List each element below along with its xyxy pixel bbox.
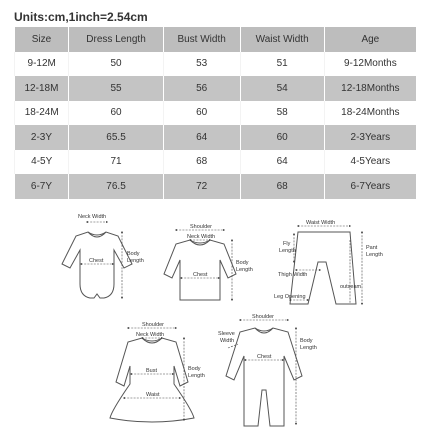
romper-diagram: [218, 314, 317, 426]
cell-waist-width: 60: [240, 125, 324, 150]
bodysuit-length-label-2: Length: [127, 258, 144, 264]
table-row: [15, 76, 417, 101]
cell-waist-width: 51: [240, 52, 324, 77]
pants-outseam-label: outseam: [340, 284, 362, 290]
romper-sleeve-label-1: Sleeve: [218, 331, 235, 337]
cell-dress-length: 50: [69, 52, 163, 77]
table-row: [15, 150, 417, 175]
header-bust-width: Bust Width: [163, 27, 240, 52]
cell-bust-width: 53: [163, 52, 240, 77]
pants-diagram: [274, 220, 383, 304]
shirt-length-label-1: Body: [236, 260, 249, 266]
romper-sleeve-label-2: Width: [220, 338, 235, 344]
cell-size: 18-24M: [15, 101, 69, 126]
romper-length-label-2: Length: [300, 345, 317, 351]
header-size: Size: [15, 27, 69, 52]
romper-length-label-1: Body: [300, 338, 313, 344]
dress-length-label-1: Body: [188, 366, 201, 372]
cell-age: 6-7Years: [324, 174, 416, 199]
cell-waist-width: 64: [240, 150, 324, 175]
cell-age: 4-5Years: [324, 150, 416, 175]
cell-bust-width: 64: [163, 125, 240, 150]
table-header-row: [15, 27, 417, 52]
cell-waist-width: 58: [240, 101, 324, 126]
cell-waist-width: 54: [240, 76, 324, 101]
dress-outline: [110, 338, 194, 422]
cell-age: 12-18Months: [324, 76, 416, 101]
header-dress-length: Dress Length: [69, 27, 163, 52]
pants-leg-label: Leg Opening: [274, 294, 306, 300]
dress-bust-label: Bust: [146, 368, 158, 374]
cell-dress-length: 55: [69, 76, 163, 101]
pants-fly-label-1: Fly: [283, 241, 291, 247]
dress-diagram: [110, 322, 205, 422]
shirt-chest-label: Chest: [193, 272, 208, 278]
cell-bust-width: 68: [163, 150, 240, 175]
cell-size: 9-12M: [15, 52, 69, 77]
shirt-diagram: [164, 224, 253, 300]
dress-length-label-2: Length: [188, 373, 205, 379]
header-age: Age: [324, 27, 416, 52]
bodysuit-chest-label: Chest: [89, 258, 104, 264]
shirt-outline: [164, 240, 236, 300]
cell-dress-length: 60: [69, 101, 163, 126]
dress-neck-label: Neck Width: [136, 332, 165, 338]
cell-size: 2-3Y: [15, 125, 69, 150]
shirt-length-label-2: Length: [236, 267, 253, 273]
table-row: [15, 101, 417, 126]
units-note: Units:cm,1inch=2.54cm: [14, 10, 148, 24]
pants-waist-label: Waist Width: [306, 220, 336, 226]
cell-size: 4-5Y: [15, 150, 69, 175]
pants-thigh-label: Thigh Width: [278, 272, 308, 278]
pants-length-label-2: Length: [366, 252, 383, 258]
size-table: [14, 27, 416, 199]
cell-dress-length: 71: [69, 150, 163, 175]
measurement-diagrams: [0, 200, 430, 430]
cell-dress-length: 76.5: [69, 174, 163, 199]
cell-waist-width: 68: [240, 174, 324, 199]
pants-length-label-1: Pant: [366, 245, 378, 251]
table-row: [15, 52, 417, 77]
bodysuit-length-label-1: Body: [127, 251, 140, 257]
cell-dress-length: 65.5: [69, 125, 163, 150]
romper-shoulder-label: Shoulder: [252, 314, 275, 320]
pants-fly-label-2: Length: [279, 248, 296, 254]
cell-bust-width: 60: [163, 101, 240, 126]
cell-age: 2-3Years: [324, 125, 416, 150]
bodysuit-diagram: [62, 214, 144, 298]
cell-size: 12-18M: [15, 76, 69, 101]
bodysuit-neck-label: Neck Width: [78, 214, 107, 220]
shirt-shoulder-label: Shoulder: [190, 224, 213, 230]
romper-chest-label: Chest: [257, 354, 272, 360]
shirt-neck-label: Neck Width: [187, 234, 216, 240]
cell-bust-width: 72: [163, 174, 240, 199]
cell-size: 6-7Y: [15, 174, 69, 199]
table-row: [15, 125, 417, 150]
bodysuit-outline: [62, 232, 132, 298]
cell-age: 9-12Months: [324, 52, 416, 77]
cell-bust-width: 56: [163, 76, 240, 101]
cell-age: 18-24Months: [324, 101, 416, 126]
romper-outline: [226, 328, 302, 426]
header-waist-width: Waist Width: [240, 27, 324, 52]
table-row: [15, 174, 417, 199]
dress-waist-label: Waist: [146, 392, 160, 398]
dress-shoulder-label: Shoulder: [142, 322, 165, 328]
